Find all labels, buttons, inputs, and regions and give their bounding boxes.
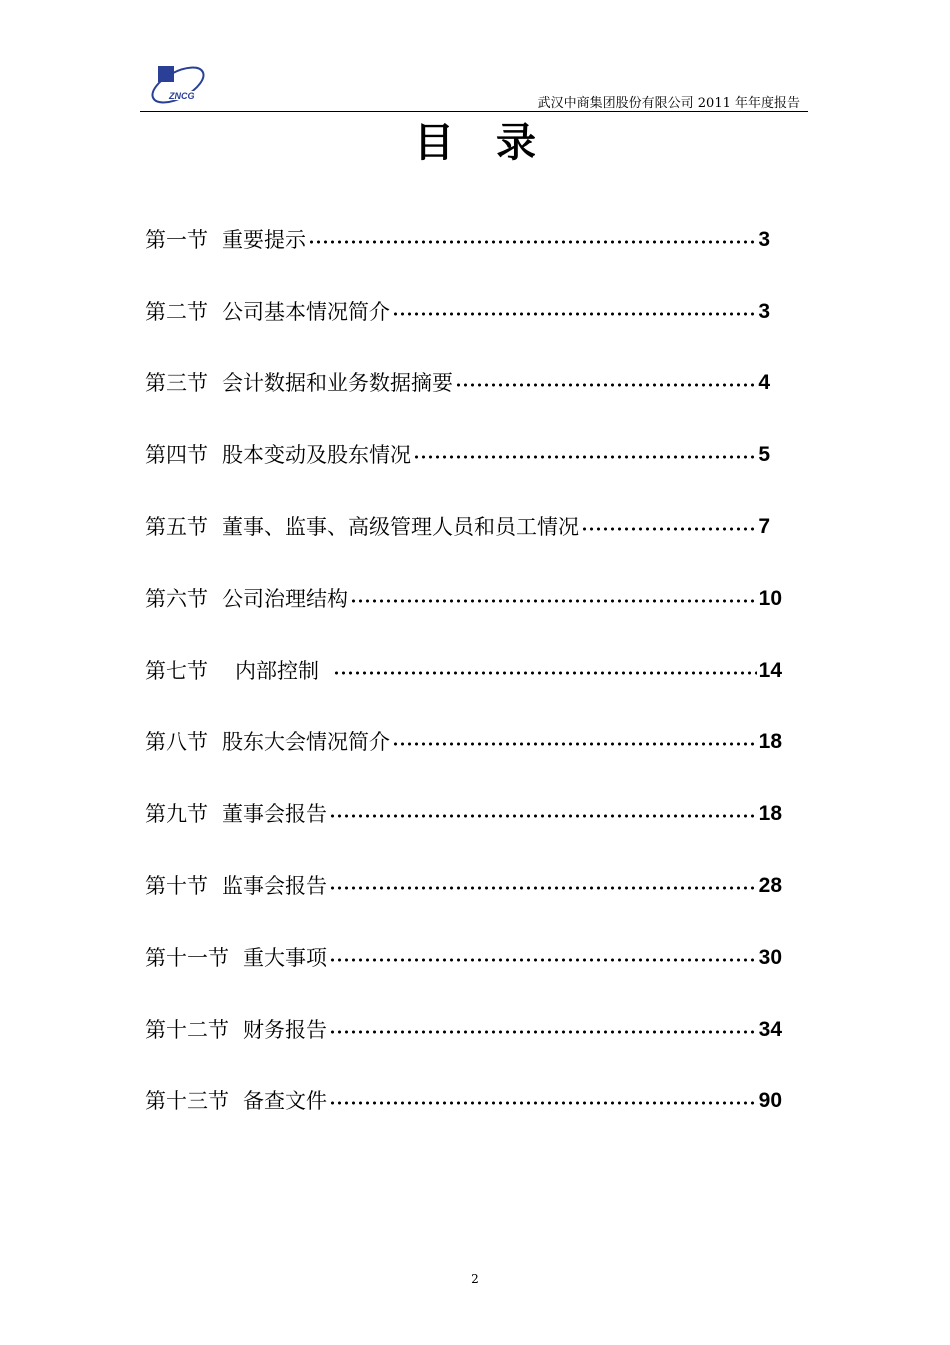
toc-page-number: 18 — [758, 802, 782, 826]
toc-entry-12[interactable] — [145, 994, 782, 1066]
toc-section-title: 公司基本情况简介 — [222, 299, 390, 324]
toc-section-title: 会计数据和业务数据摘要 — [222, 371, 453, 396]
toc-leader-dots — [329, 886, 757, 890]
toc-leader-dots — [329, 1030, 757, 1034]
toc-section-number: 第五节 — [145, 515, 208, 540]
toc-page-number: 10 — [758, 586, 782, 610]
header-divider — [140, 111, 808, 112]
svg-text:ZNCG: ZNCG — [169, 91, 195, 101]
toc-entry-7[interactable] — [145, 635, 782, 707]
toc-entry-3[interactable] — [145, 348, 770, 420]
toc-entry-6[interactable] — [145, 563, 782, 635]
toc-page-number: 34 — [758, 1017, 782, 1041]
toc-entry-4[interactable] — [145, 419, 770, 491]
toc-entry-2[interactable] — [145, 276, 770, 348]
toc-section-title: 备查文件 — [243, 1089, 327, 1114]
toc-leader-dots — [350, 599, 757, 603]
toc-section-number: 第九节 — [145, 802, 208, 827]
toc-entry-11[interactable] — [145, 922, 782, 994]
toc-leader-dots — [392, 312, 756, 316]
toc-entry-13[interactable] — [145, 1066, 782, 1138]
toc-leader-dots — [329, 1101, 757, 1105]
toc-page-number: 3 — [758, 227, 770, 251]
toc-page-number: 7 — [758, 515, 770, 539]
toc-section-title: 股东大会情况简介 — [222, 730, 390, 755]
toc-page-number: 14 — [758, 658, 782, 682]
toc-entry-9[interactable] — [145, 778, 782, 850]
toc-section-title: 财务报告 — [243, 1017, 327, 1042]
header-report-title: 武汉中商集团股份有限公司 2011 年年度报告 — [537, 96, 800, 111]
page-number: 2 — [471, 1272, 479, 1286]
toc-leader-dots — [333, 671, 757, 675]
toc-section-title: 公司治理结构 — [222, 586, 348, 611]
toc-leader-dots — [392, 742, 757, 746]
toc-leader-dots — [413, 455, 756, 459]
toc-section-number: 第十一节 — [145, 945, 229, 970]
toc-section-number: 第二节 — [145, 299, 208, 324]
toc-entry-10[interactable] — [145, 850, 782, 922]
toc-section-number: 第七节 — [145, 658, 208, 683]
toc-section-number: 第一节 — [145, 227, 208, 252]
page-title: 目录 — [414, 120, 578, 166]
toc-page-number: 90 — [758, 1089, 782, 1113]
toc-section-number: 第三节 — [145, 371, 208, 396]
toc-section-number: 第十二节 — [145, 1017, 229, 1042]
toc-section-title: 董事、监事、高级管理人员和员工情况 — [222, 515, 579, 540]
toc-section-title: 重要提示 — [222, 227, 306, 252]
toc-section-number: 第四节 — [145, 443, 208, 468]
toc-section-number: 第十节 — [145, 874, 208, 899]
toc-section-title: 董事会报告 — [222, 802, 327, 827]
toc-leader-dots — [308, 240, 756, 244]
toc-page-number: 4 — [758, 371, 770, 395]
toc-section-title: 股本变动及股东情况 — [222, 443, 411, 468]
toc-leader-dots — [581, 527, 756, 531]
toc-entry-8[interactable] — [145, 707, 782, 779]
toc-section-title: 监事会报告 — [222, 874, 327, 899]
toc-page-number: 18 — [758, 730, 782, 754]
table-of-contents — [145, 204, 785, 1137]
toc-leader-dots — [455, 383, 756, 387]
toc-leader-dots — [329, 814, 757, 818]
toc-leader-dots — [329, 958, 757, 962]
toc-page-number: 28 — [758, 874, 782, 898]
toc-section-title: 内部控制 — [235, 658, 319, 683]
company-logo — [148, 58, 210, 108]
toc-page-number: 5 — [758, 443, 770, 467]
toc-section-number: 第十三节 — [145, 1089, 229, 1114]
toc-page-number: 3 — [758, 299, 770, 323]
toc-section-number: 第六节 — [145, 586, 208, 611]
toc-page-number: 30 — [758, 945, 782, 969]
toc-entry-5[interactable] — [145, 491, 770, 563]
toc-entry-1[interactable] — [145, 204, 770, 276]
toc-section-number: 第八节 — [145, 730, 208, 755]
toc-section-title: 重大事项 — [243, 945, 327, 970]
